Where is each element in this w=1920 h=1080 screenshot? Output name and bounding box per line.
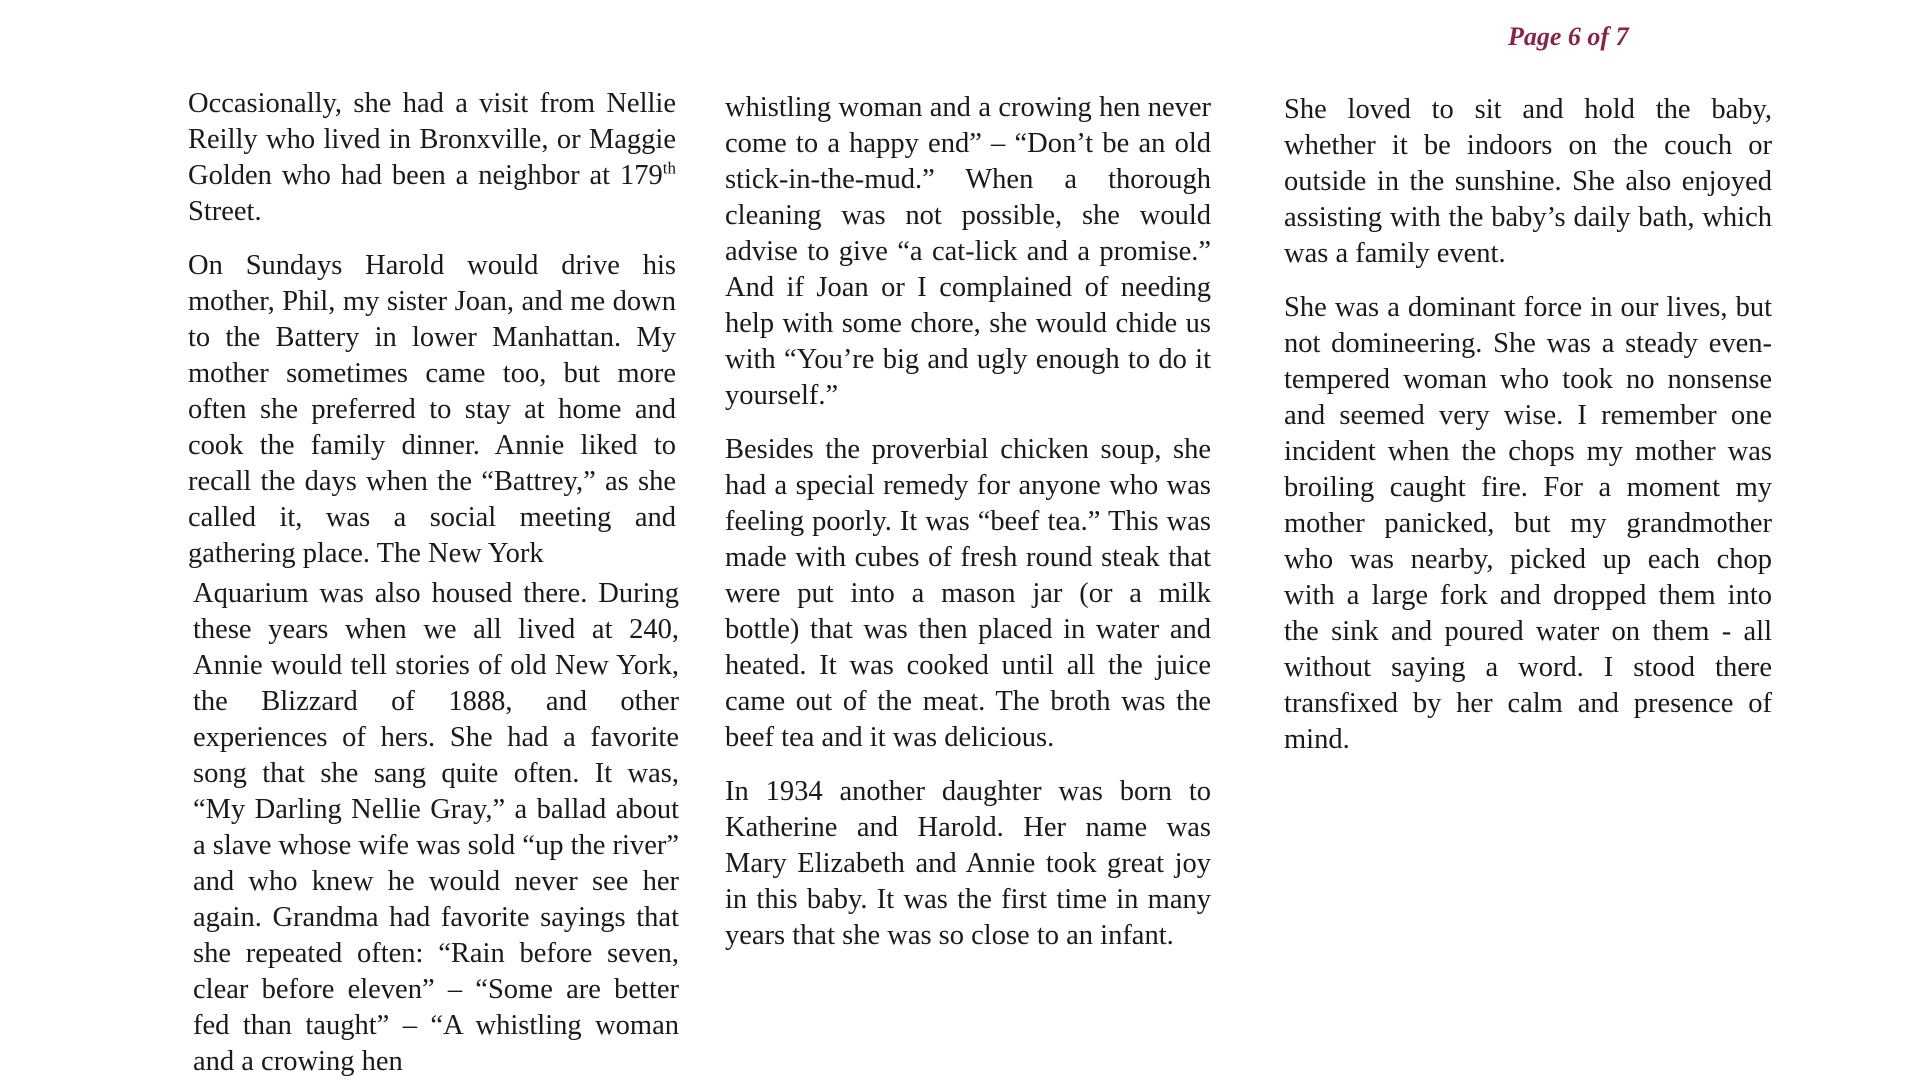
column-1-top [188, 86, 676, 569]
paragraph: On Sundays Harold would drive his mother, Phil, my sister Joan, and me down to the Battery in lower Manhattan. My mother sometimes came too, but more often she preferred to stay at home and cook the family dinner. Annie liked to recall the days when the “Battrey,” as she called it, was a social meeting and gathering place. The New York [188, 250, 676, 569]
column-3 [1284, 92, 1772, 758]
paragraph-text: Occasionally, she had a visit from Nellie Reilly who lived in Bronxville, or Maggie Golden who had been a neighbor at 179 [188, 88, 676, 191]
paragraph: She was a dominant force in our lives, but not domineering. She was a steady even-tempered woman who took no nonsense and seemed very wise. I remember one incident when the chops my mother was broiling caught fire. For a moment my mother panicked, but my grandmother who was nearby, picked up each chop with a large fork and dropped them into the sink and poured water on them - all without saying a word. I stood there transfixed by her calm and presence of mind. [1284, 292, 1772, 755]
paragraph: whistling woman and a crowing hen never come to a happy end” – “Don’t be an old stick-in-the-mud.” When a thorough cleaning was not possible, she would advise to give “a cat-lick and a promise.” And if Joan or I complained of needing help with some chore, she would chide us with “You’re big and ugly enough to do it yourself.” [725, 92, 1211, 411]
ordinal-suffix: th [662, 158, 676, 178]
column-1-bottom [193, 576, 679, 1077]
paragraph: Aquarium was also housed there. During these years when we all lived at 240, Annie would tell stories of old New York, the Blizzard of 1888, and other experiences of hers. She had a favorite song that she sang quite often. It was, “My Darling Nellie Gray,” a ballad about a slave whose wife was sold “up the river” and who knew he would never see her again. Grandma had favorite sayings that she repeated often: “Rain before seven, clear before eleven” – “Some are better fed than taught” – “A whistling woman and a crowing hen [193, 578, 679, 1077]
paragraph: She loved to sit and hold the baby, whether it be indoors on the couch or outside in the sunshine. She also enjoyed assisting with the baby’s daily bath, which was a family event. [1284, 94, 1772, 269]
paragraph: In 1934 another daughter was born to Katherine and Harold. Her name was Mary Elizabeth and Annie took great joy in this baby. It was the first time in many years that she was so close to an infant. [725, 776, 1211, 951]
paragraph-text-end: Street. [188, 196, 262, 227]
column-2 [725, 90, 1211, 954]
page-number: Page 6 of 7 [1508, 22, 1629, 51]
paragraph [188, 86, 676, 230]
paragraph: Besides the proverbial chicken soup, she had a special remedy for anyone who was feeling poorly. It was “beef tea.” This was made with cubes of fresh round steak that were put into a mason jar (or a milk bottle) that was then placed in water and heated. It was cooked until all the juice came out of the meat. The broth was the beef tea and it was delicious. [725, 434, 1211, 753]
